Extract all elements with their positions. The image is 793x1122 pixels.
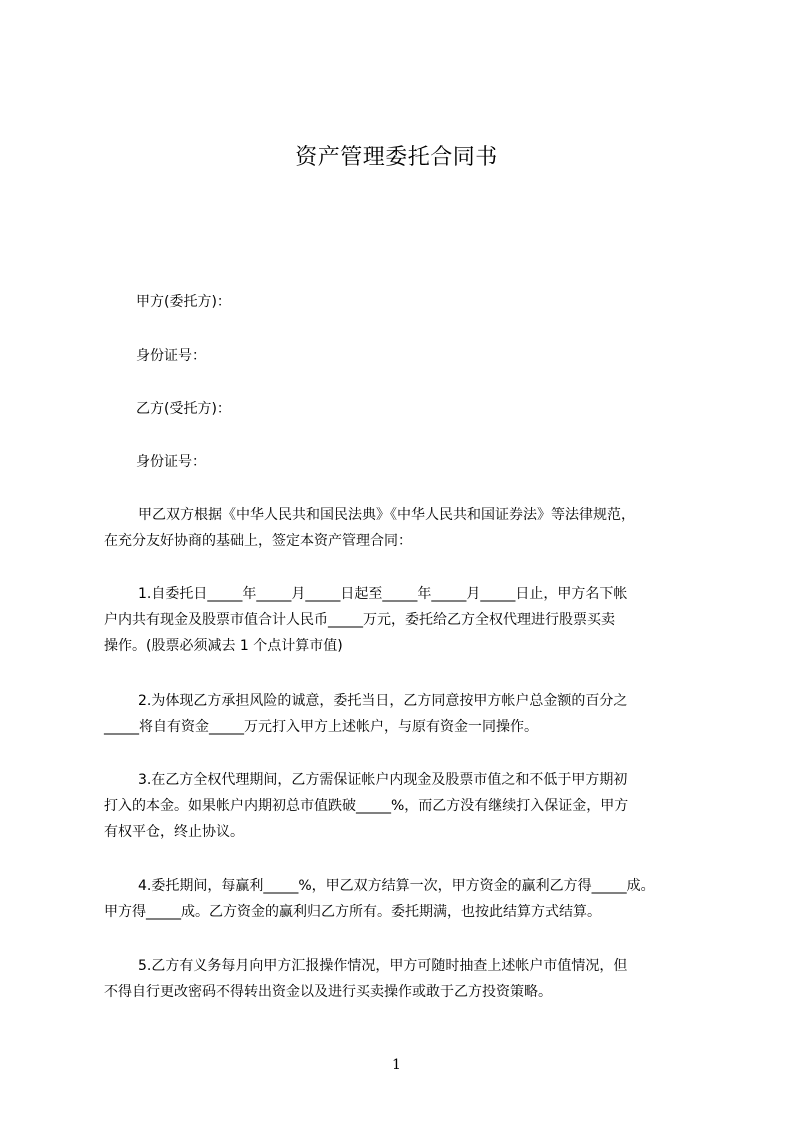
- party-b-label: 乙方(受托方)：: [136, 401, 231, 417]
- clause-5: [104, 953, 704, 1005]
- party-b-id-label: 身份证号：: [136, 454, 206, 470]
- clause-3: [104, 767, 704, 845]
- paragraph-line: 4.委托期间，每赢利_____%，甲乙双方结算一次，甲方资金的赢利乙方得_____成。: [138, 878, 655, 894]
- paragraph-line: _____将自有资金_____万元打入甲方上述帐户，与原有资金一同操作。: [104, 719, 538, 735]
- party-a-id-label: 身份证号：: [136, 348, 206, 364]
- clause-4: [104, 873, 704, 925]
- paragraph-line: 3.在乙方全权代理期间，乙方需保证帐户内现金及股票市值之和不低于甲方期初: [138, 772, 628, 788]
- paragraph-line: 1.自委托日_____年_____月_____日起至_____年_____月_____日止，甲方名下帐: [138, 586, 628, 602]
- paragraph-line: 在充分友好协商的基础上，签定本资产管理合同：: [104, 533, 412, 549]
- paragraph-line: 甲乙双方根据《中华人民共和国民法典》《中华人民共和国证券法》等法律规范，: [138, 507, 635, 523]
- paragraph-line: 打入的本金。如果帐户内期初总市值跌破_____%，而乙方没有继续打入保证金，甲方: [104, 798, 629, 814]
- paragraph-line: 甲方得_____成。乙方资金的赢利归乙方所有。委托期满，也按此结算方式结算。: [104, 904, 601, 920]
- clause-1: [104, 581, 704, 659]
- paragraph-line: 2.为体现乙方承担风险的诚意，委托当日，乙方同意按甲方帐户总金额的百分之: [138, 693, 628, 709]
- paragraph-line: 操作。(股票必须减去 1 个点计算市值): [104, 638, 343, 654]
- paragraph-line: 户内共有现金及股票市值合计人民币_____万元，委托给乙方全权代理进行股票买卖: [104, 612, 615, 628]
- intro-paragraph: [104, 502, 704, 554]
- clause-2: [104, 688, 704, 740]
- paragraph-line: 不得自行更改密码不得转出资金以及进行买卖操作或敢于乙方投资策略。: [104, 984, 552, 1000]
- party-a-label: 甲方(委托方)：: [136, 294, 231, 310]
- page-number: 1: [392, 1057, 401, 1073]
- document-title: 资产管理委托合同书: [295, 145, 498, 170]
- paragraph-line: 5.乙方有义务每月向甲方汇报操作情况，甲方可随时抽查上述帐户市值情况，但: [138, 958, 628, 974]
- paragraph-line: 有权平仓，终止协议。: [104, 824, 244, 840]
